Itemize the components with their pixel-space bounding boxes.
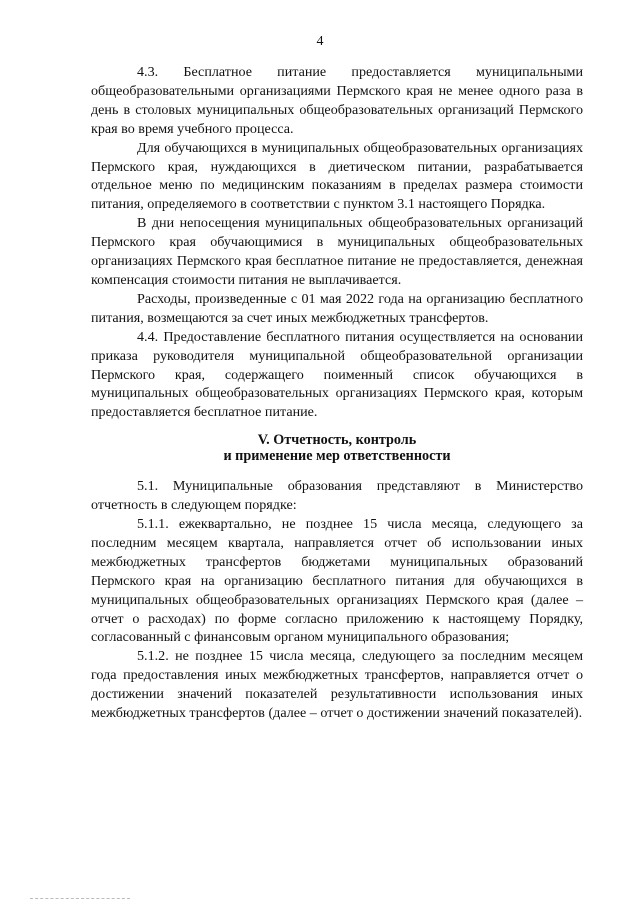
- page-number: 4: [316, 34, 324, 49]
- paragraph-absence: В дни непосещения муниципальных общеобразовательных организаций Пермского края обучающимися в муниципальных общеобразовательных организациях Пермского края бесплатное питание не предоставляется, денежная компенсация стоимости питания не выплачивается.: [91, 215, 583, 288]
- section-title-line-2: и применение мер ответственности: [223, 447, 451, 464]
- section-title: [91, 433, 583, 464]
- section-title-line-1: V. Отчетность, контроль: [257, 432, 417, 449]
- paragraph-4-3: 4.3. Бесплатное питание предоставляется муниципальными общеобразовательными организациями Пермского края не менее одного раза в день в столовых муниципальных общеобразовательных организаций Пермского края во время учебного процесса.: [91, 64, 583, 137]
- paragraph-5-1-2: 5.1.2. не позднее 15 числа месяца, следующего за последним месяцем года предоставления иных межбюджетных трансфертов, направляется отчет о достижении значений показателей результативности использования иных межбюджетных трансфертов (далее – отчет о достижении значений показателей).: [91, 648, 583, 722]
- paragraph-5-1: 5.1. Муниципальные образования представляют в Министерство отчетность в следующем порядке:: [91, 478, 583, 514]
- scan-artifact: [30, 896, 130, 899]
- paragraph-expenses: Расходы, произведенные с 01 мая 2022 года на организацию бесплатного питания, возмещаются за счет иных межбюджетных трансфертов.: [91, 290, 583, 326]
- document-body: [91, 63, 583, 723]
- paragraph-diet-menu: Для обучающихся в муниципальных общеобразовательных организациях Пермского края, нуждающихся в диетическом питании, разрабатывается отдельное меню по медицинским показаниям в пределах размера стоимости питания, определяемого в соответствии с пунктом 3.1 настоящего Порядка.: [91, 139, 583, 213]
- paragraph-5-1-1: 5.1.1. ежеквартально, не позднее 15 числа месяца, следующего за последним месяцем квартала, направляется отчет об использовании иных межбюджетных трансфертов бюджетами муниципальных образований Пермского края на организацию бесплатного питания для обучающихся в муниципальных общеобразовательных организациях Пермского края (далее – отчет о расходах) по форме согласно приложению к настоящему Порядку, согласованный с финансовым органом муниципального образования;: [91, 516, 583, 646]
- paragraph-4-4: 4.4. Предоставление бесплатного питания осуществляется на основании приказа руководителя муниципальной общеобразовательной организации Пермского края, содержащего поименный список обучающихся в муниципальных общеобразовательных организациях Пермского края, которым предоставляется бесплатное питание.: [91, 328, 583, 421]
